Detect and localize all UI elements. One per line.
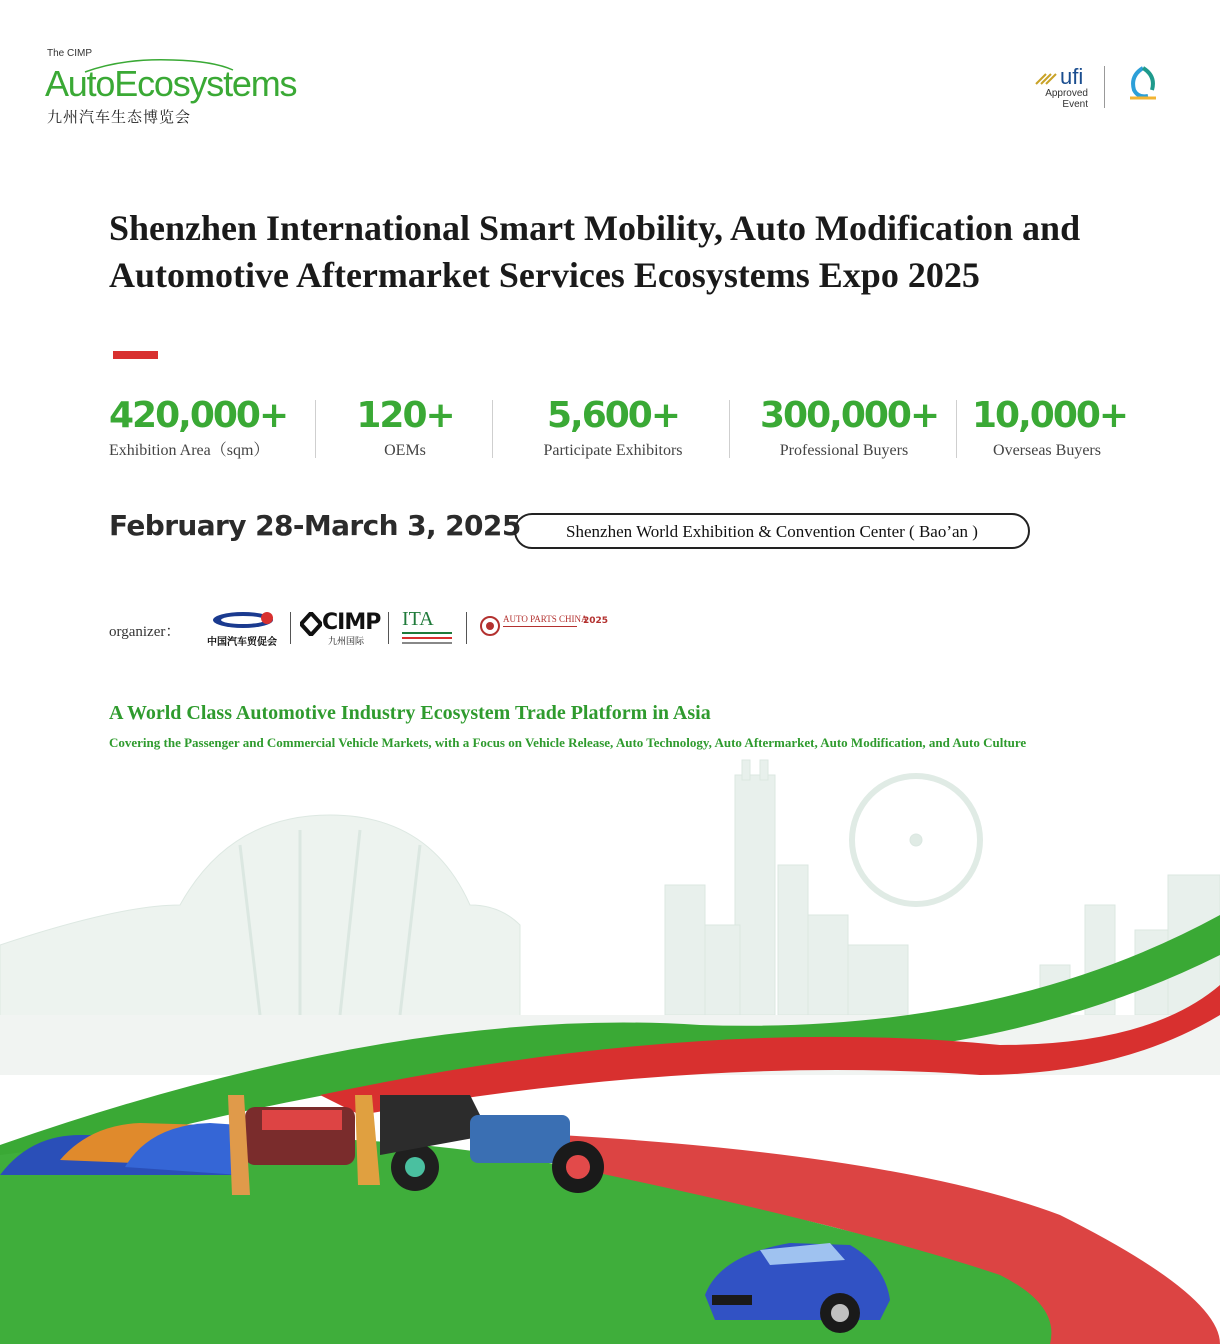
apc-gear-icon (479, 615, 501, 637)
venue-pill: Shenzhen World Exhibition & Convention Center ( Bao’an ) (514, 513, 1030, 549)
caa-logo: 中国汽车贸促会 (207, 608, 283, 648)
stat-divider (956, 400, 957, 458)
ufi-stripes-icon (1034, 70, 1062, 86)
stat-divider (492, 400, 493, 458)
organizer-divider (466, 612, 467, 644)
logo-wordmark: AutoEcosystems (45, 63, 297, 104)
stat-overseas-buyers: 10,000+ Overseas Buyers (972, 395, 1128, 459)
ufi-word: ufi (1060, 64, 1084, 89)
stat-divider (315, 400, 316, 458)
organizer-divider (388, 612, 389, 644)
stat-divider (729, 400, 730, 458)
organizer-divider (290, 612, 291, 644)
ufi-approved-text: Approved Event (1045, 88, 1088, 110)
logo-chinese-name: 九州汽车生态博览会 (47, 108, 192, 126)
stat-professional-buyers: 300,000+ Professional Buyers (760, 395, 939, 459)
event-date: February 28-March 3, 2025 (109, 509, 521, 542)
ufi-approved-badge (1034, 66, 1094, 110)
shenzhen-swirl-icon (1118, 64, 1168, 104)
stat-exhibition-area: 420,000+ Exhibition Area（sqm） (109, 395, 288, 459)
shenzhen-brand-logo (1118, 64, 1168, 110)
organizer-label: organizer： (109, 624, 181, 640)
cimp-diamond-icon (300, 612, 322, 636)
accent-bar (113, 351, 158, 359)
page-title: Shenzhen International Smart Mobility, Auto Modification and Automotive Aftermarket Services Ecosystems Expo 2025 (109, 208, 1081, 295)
expo-scene-illustration (0, 755, 1220, 1344)
stat-exhibitors: 5,600+ Participate Exhibitors (543, 395, 683, 459)
logo-small-text: The CIMP (47, 48, 93, 59)
auto-parts-china-logo: AUTO PARTS CHINA 2025 (479, 608, 609, 648)
stat-oems: 120+ OEMs (356, 395, 454, 459)
convention-center-graphic (0, 815, 520, 1025)
tagline-sub: Covering the Passenger and Commercial Vehicle Markets, with a Focus on Vehicle Release, Auto Technology, Auto Aftermarket, Auto Modification, and Auto Culture (109, 735, 1027, 750)
caa-emblem-icon (207, 608, 283, 632)
ita-logo: ITA (402, 608, 458, 648)
cimp-logo: CIMP 九州国际 (300, 608, 380, 648)
header-divider (1104, 66, 1105, 108)
tagline-main: A World Class Automotive Industry Ecosystem Trade Platform in Asia (109, 702, 711, 724)
